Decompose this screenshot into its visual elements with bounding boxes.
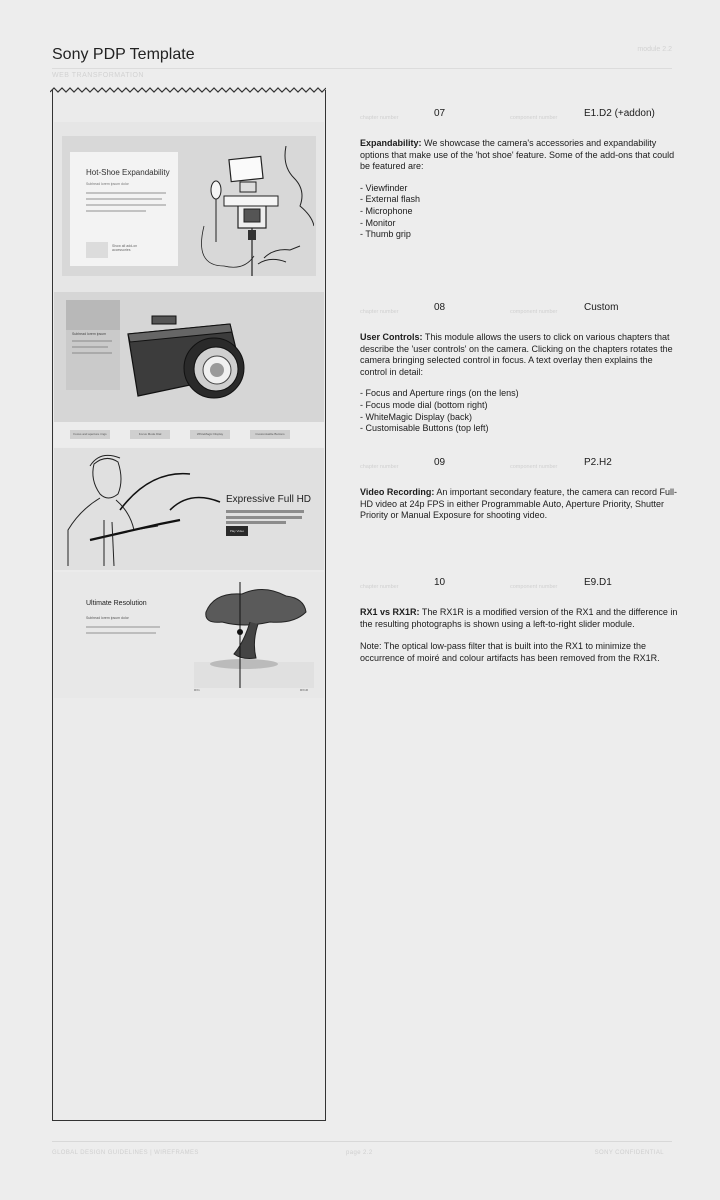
header-divider bbox=[52, 68, 672, 69]
placeholder-line bbox=[86, 198, 162, 200]
module-08-notes bbox=[360, 302, 680, 435]
user-controls-subhead: Subhead lorem ipsum bbox=[72, 332, 107, 336]
placeholder-line bbox=[86, 192, 166, 194]
user-controls-image-placeholder bbox=[66, 300, 120, 330]
resolution-title: Ultimate Resolution bbox=[86, 600, 147, 607]
page-reference: module 2.2 bbox=[637, 46, 672, 53]
list-item: - Focus and Aperture rings (on the lens) bbox=[360, 388, 519, 399]
footer-right: SONY CONFIDENTIAL bbox=[594, 1150, 664, 1156]
play-video-button[interactable]: Play Video bbox=[226, 526, 248, 536]
placeholder-line bbox=[72, 352, 112, 354]
chapter-label: chapter number bbox=[360, 584, 399, 590]
module-text: An important secondary feature, the camera can record Full-HD video at 24p FPS in either Programmable Auto, Aperture Priority, Shutter Priority or Manual Exposure for shooting video. bbox=[360, 487, 677, 521]
module-description bbox=[360, 138, 680, 173]
wireframe-resolution bbox=[54, 572, 324, 698]
module-note: Note: The optical low-pass filter that is built into the RX1 to minimize the occurrence of moiré and colour artifacts has been removed from the RX1R. bbox=[360, 641, 660, 663]
wireframe-video bbox=[54, 448, 324, 570]
module-08-header bbox=[360, 302, 680, 322]
module-text: This module allows the users to click on various chapters that describe the 'user controls' on the camera. Clicking on the chapters rotates the camera bringing selected control in focus. A text overlay then explains the control in detail: bbox=[360, 332, 673, 377]
module-09-notes bbox=[360, 457, 680, 522]
placeholder-line bbox=[226, 516, 302, 519]
page-title: Sony PDP Template bbox=[52, 46, 195, 63]
hotshoe-title: Hot-Shoe Expandability bbox=[86, 168, 170, 177]
accessories-link[interactable]: Show all add-on accessories bbox=[112, 244, 138, 252]
module-07-header bbox=[360, 108, 680, 128]
accessories-button[interactable] bbox=[86, 242, 108, 258]
feature-list bbox=[360, 183, 680, 241]
slider-right-label: RX1R bbox=[300, 688, 309, 692]
chapter-label: chapter number bbox=[360, 309, 399, 315]
component-label: component number bbox=[510, 464, 558, 470]
component-code: Custom bbox=[584, 302, 619, 313]
placeholder-line bbox=[72, 346, 108, 348]
module-number: 09 bbox=[434, 457, 446, 468]
resolution-subhead: Subhead lorem ipsum dolor bbox=[86, 616, 129, 620]
tab-focus-aperture[interactable]: Focus and aperture rings bbox=[70, 430, 110, 439]
list-item: - Focus mode dial (bottom right) bbox=[360, 399, 488, 410]
camera-accessory-illustration bbox=[194, 146, 314, 276]
list-item: - Microphone bbox=[360, 205, 413, 216]
tab-whitemagic[interactable]: WhiteMagic Display bbox=[190, 430, 230, 439]
module-heading: Video Recording: bbox=[360, 487, 435, 497]
module-description bbox=[360, 607, 680, 630]
placeholder-line bbox=[86, 632, 156, 634]
chapter-label: chapter number bbox=[360, 115, 399, 121]
slider-left-label: RX1 bbox=[194, 688, 200, 692]
list-item: - Viewfinder bbox=[360, 182, 408, 193]
hotshoe-subhead: Subhead lorem ipsum dolor bbox=[86, 182, 129, 186]
list-item: - WhiteMagic Display (back) bbox=[360, 411, 473, 422]
module-10-header bbox=[360, 577, 680, 597]
tab-focus-mode[interactable]: Focus Mode Dial bbox=[130, 430, 170, 439]
feature-list bbox=[360, 388, 680, 434]
footer-divider bbox=[52, 1141, 672, 1142]
module-heading: User Controls: bbox=[360, 332, 423, 342]
placeholder-line bbox=[226, 521, 286, 524]
footer-left: GLOBAL DESIGN GUIDELINES | WIREFRAMES bbox=[52, 1150, 199, 1156]
module-07-notes bbox=[360, 108, 680, 241]
module-description bbox=[360, 332, 680, 378]
placeholder-line bbox=[86, 626, 160, 628]
list-item: - Thumb grip bbox=[360, 229, 411, 240]
placeholder-line bbox=[86, 204, 166, 206]
list-item: - Customisable Buttons (top left) bbox=[360, 423, 489, 434]
camera-body-illustration bbox=[122, 314, 252, 406]
module-description bbox=[360, 487, 680, 522]
module-10-notes bbox=[360, 577, 680, 664]
torn-edge bbox=[50, 86, 326, 96]
chapter-label: chapter number bbox=[360, 464, 399, 470]
list-item: - External flash bbox=[360, 194, 421, 205]
component-code: E1.D2 (+addon) bbox=[584, 108, 655, 119]
wireframe-user-controls bbox=[54, 292, 324, 447]
placeholder-line bbox=[86, 210, 146, 212]
placeholder-line bbox=[72, 340, 112, 342]
module-heading: RX1 vs RX1R: bbox=[360, 607, 420, 617]
list-item: - Monitor bbox=[360, 217, 396, 228]
module-number: 10 bbox=[434, 577, 446, 588]
placeholder-line bbox=[226, 510, 304, 513]
page-subtitle: WEB TRANSFORMATION bbox=[52, 72, 144, 79]
module-text: We showcase the camera's accessories and expandability options that make use of the 'hot shoe' feature. Some of the add-ons that could be featured are: bbox=[360, 138, 675, 172]
component-label: component number bbox=[510, 584, 558, 590]
module-heading: Expandability: bbox=[360, 138, 422, 148]
module-number: 08 bbox=[434, 302, 446, 313]
component-label: component number bbox=[510, 309, 558, 315]
component-label: component number bbox=[510, 115, 558, 121]
tab-custom-buttons[interactable]: Customisable Buttons bbox=[250, 430, 290, 439]
tree-comparison-illustration bbox=[194, 582, 314, 688]
videographer-illustration bbox=[60, 450, 230, 568]
module-text: The RX1R is a modified version of the RX1 and the difference in the resulting photographs is shown using a left-to-right slider module. bbox=[360, 607, 678, 629]
module-number: 07 bbox=[434, 108, 446, 119]
component-code: E9.D1 bbox=[584, 577, 612, 588]
module-09-header bbox=[360, 457, 680, 477]
video-title: Expressive Full HD bbox=[226, 494, 312, 505]
footer-page: page 2.2 bbox=[346, 1150, 373, 1156]
wireframe-hotshoe bbox=[54, 122, 324, 292]
component-code: P2.H2 bbox=[584, 457, 612, 468]
